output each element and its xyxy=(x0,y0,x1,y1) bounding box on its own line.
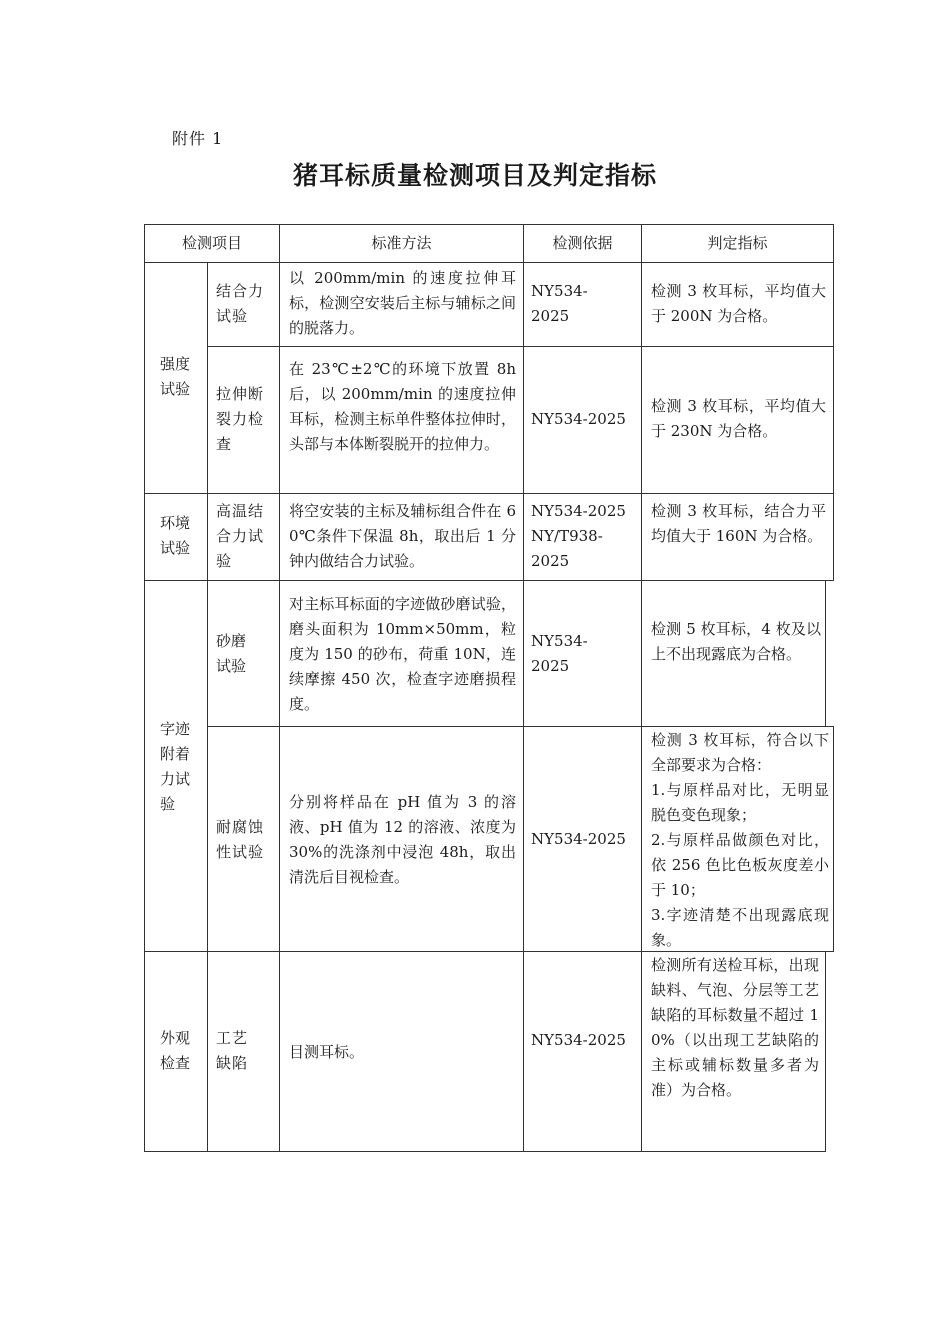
header-item: 检测项目 xyxy=(181,234,242,252)
grid-line xyxy=(207,262,208,1152)
grid-line xyxy=(279,224,280,1152)
table-row-criteria: 检测所有送检耳标，出现缺料、气泡、分层等工艺缺陷的耳标数量不超过 10%（以出现工艺缺陷的主标或辅标数量多者为准）为合格。 xyxy=(651,956,819,1099)
grid-line xyxy=(825,951,826,1152)
grid-line xyxy=(144,224,145,1152)
grid-line xyxy=(523,224,524,1152)
page-title: 猪耳标质量检测项目及判定指标 xyxy=(292,161,657,190)
attachment-label: 附件 1 xyxy=(172,129,224,148)
table-row-criteria: 检测 3 枚耳标，平均值大于 200N 为合格。 xyxy=(651,282,826,325)
table-row-method: 目测耳标。 xyxy=(289,1043,365,1061)
table-row-sub: 拉伸断 裂力检 查 xyxy=(216,385,265,453)
grid-line xyxy=(833,726,834,952)
category-appearance: 外观 检查 xyxy=(160,1029,191,1072)
grid-line xyxy=(825,580,826,727)
table-row-sub: 结合力 试验 xyxy=(216,282,265,325)
table-row-criteria: 检测 5 枚耳标，4 枚及以上不出现露底为合格。 xyxy=(651,620,821,663)
table-row-method: 在 23℃±2℃的环境下放置 8h 后，以 200mm/min 的速度拉伸耳标，检测主标单件整体拉伸时，头部与本体断裂脱开的拉伸力。 xyxy=(289,360,516,453)
table-row-criteria: 检测 3 枚耳标，结合力平均值大于 160N 为合格。 xyxy=(651,502,826,545)
table-row-sub: 耐腐蚀 性试验 xyxy=(216,818,265,861)
grid-line xyxy=(144,580,834,581)
table-row-basis: NY534- 2025 xyxy=(531,632,588,675)
grid-line xyxy=(641,224,642,1152)
grid-line xyxy=(144,224,834,225)
grid-line xyxy=(144,1151,825,1152)
table-row-method: 将空安装的主标及辅标组合件在 60℃条件下保温 8h，取出后 1 分钟内做结合力试验。 xyxy=(289,502,516,570)
table-row-basis: NY534-2025 xyxy=(531,410,626,428)
grid-line xyxy=(833,224,834,581)
grid-line xyxy=(207,726,834,727)
header-criteria: 判定指标 xyxy=(707,234,768,252)
table-row-method: 分别将样品在 pH 值为 3 的溶液、pH 值为 12 的溶液、浓度为 30%的洗涤剂中浸泡 48h，取出清洗后目视检查。 xyxy=(289,793,516,886)
table-row-sub: 砂磨 试验 xyxy=(216,632,247,675)
table-row-basis: NY534-2025 NY/T938- 2025 xyxy=(531,502,626,570)
table-row-method: 对主标耳标面的字迹做砂磨试验，磨头面积为 10mm×50mm，粒度为 150 的砂布，荷重 10N，连续摩擦 450 次，检查字迹磨损程度。 xyxy=(289,595,516,713)
table-row-criteria: 检测 3 枚耳标，符合以下全部要求为合格： 1.与原样品对比，无明显脱色变色现象； 2.与原样品做颜色对比，依 256 色比色板灰度差小于 10； 3.字迹清楚不出现露底现象。 xyxy=(651,731,829,949)
category-legibility: 字迹 附着 力试 验 xyxy=(160,720,191,813)
table-row-basis: NY534-2025 xyxy=(531,830,626,848)
table-row-method: 以 200mm/min 的速度拉伸耳标，检测空安装后主标与辅标之间的脱落力。 xyxy=(289,269,516,337)
table-row-criteria: 检测 3 枚耳标，平均值大于 230N 为合格。 xyxy=(651,397,826,440)
header-method: 标准方法 xyxy=(371,234,432,252)
grid-line xyxy=(144,262,834,263)
table-row-sub: 高温结 合力试 验 xyxy=(216,502,265,570)
table-row-basis: NY534- 2025 xyxy=(531,282,588,325)
grid-line xyxy=(144,493,834,494)
grid-line xyxy=(207,346,834,347)
category-strength: 强度 试验 xyxy=(160,355,191,398)
header-basis: 检测依据 xyxy=(552,234,613,252)
table-row-basis: NY534-2025 xyxy=(531,1031,626,1049)
category-environment: 环境 试验 xyxy=(160,514,191,557)
table-row-sub: 工艺 缺陷 xyxy=(216,1029,249,1072)
